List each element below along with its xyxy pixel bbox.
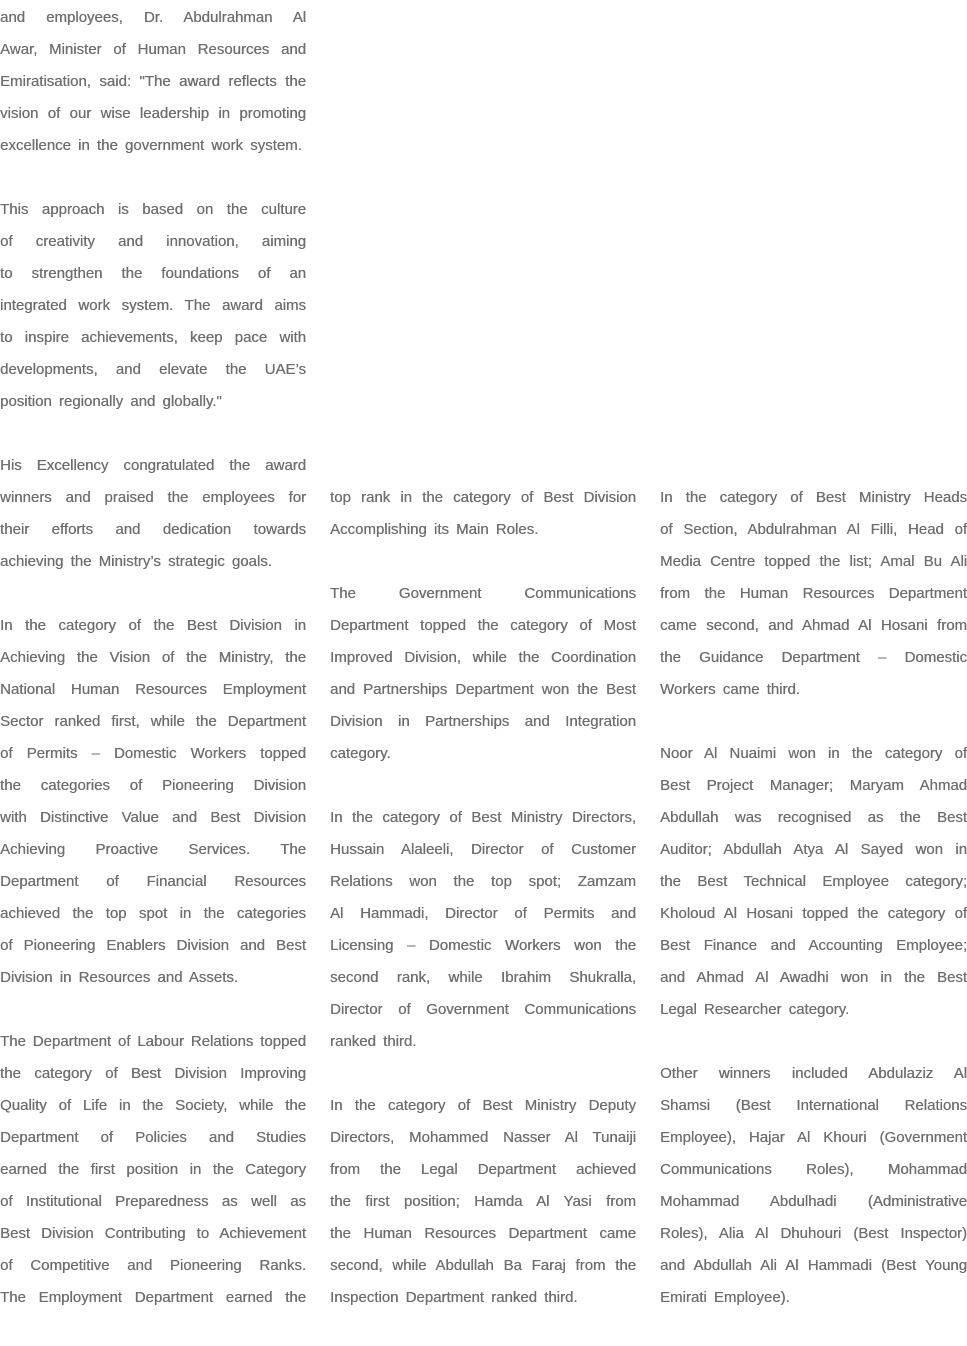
paragraph-line: category.	[330, 745, 391, 762]
paragraph-line: from the Legal Department achieved	[330, 1161, 636, 1178]
paragraph-line: Employee), Hajar Al Khouri (Government	[660, 1129, 967, 1146]
paragraph-line: Legal Researcher category.	[660, 1001, 850, 1018]
paragraph-line: their efforts and dedication towards	[0, 521, 306, 538]
paragraph-line: vision of our wise leadership in promoting	[0, 105, 306, 122]
paragraph-line: Inspection Department ranked third.	[330, 1289, 578, 1306]
paragraph-line: achieving the Ministry’s strategic goals.	[0, 553, 272, 570]
paragraph-line: achieved the top spot in the categories	[0, 905, 306, 922]
paragraph-line: to inspire achievements, keep pace with	[0, 329, 306, 346]
paragraph-line: Best Project Manager; Maryam Ahmad	[660, 777, 967, 794]
paragraph-line: Mohammad Abdulhadi (Administrative	[660, 1193, 967, 1210]
article-column-3	[660, 482, 967, 1346]
paragraph-line: and Partnerships Department won the Best	[330, 681, 636, 698]
paragraph-line: In the category of the Best Division in	[0, 617, 306, 634]
paragraph-line: Division in Resources and Assets.	[0, 969, 238, 986]
paragraph-line: Achieving the Vision of the Ministry, the	[0, 649, 306, 666]
paragraph-line: Abdullah was recognised as the Best	[660, 809, 967, 826]
paragraph-line: to strengthen the foundations of an	[0, 265, 306, 282]
paragraph-line: The Employment Department earned the	[0, 1289, 306, 1306]
paragraph-line: with Distinctive Value and Best Division	[0, 809, 306, 826]
paragraph-line: of Permits – Domestic Workers topped	[0, 745, 306, 762]
paragraph-line: Shamsi (Best International Relations	[660, 1097, 967, 1114]
paragraph-line: the category of Best Division Improving	[0, 1065, 306, 1082]
paragraph-line: ranked third.	[330, 1033, 417, 1050]
paragraph-line: from the Human Resources Department	[660, 585, 967, 602]
article-column-2	[330, 482, 636, 1346]
paragraph-line: the Best Technical Employee category;	[660, 873, 967, 890]
paragraph-line: position regionally and globally."	[0, 393, 222, 410]
paragraph-line: of Competitive and Pioneering Ranks.	[0, 1257, 306, 1274]
article-paragraph	[0, 194, 306, 418]
paragraph-line: Communications Roles), Mohammad	[660, 1161, 967, 1178]
article-paragraph	[0, 1026, 306, 1314]
paragraph-line: His Excellency congratulated the award	[0, 457, 306, 474]
paragraph-line: winners and praised the employees for	[0, 489, 306, 506]
paragraph-line: the Guidance Department – Domestic	[660, 649, 967, 666]
paragraph-line: the first position; Hamda Al Yasi from	[330, 1193, 636, 1210]
paragraph-line: Awar, Minister of Human Resources and	[0, 41, 306, 58]
paragraph-line: second rank, while Ibrahim Shukralla,	[330, 969, 636, 986]
paragraph-line: In the category of Best Ministry Heads	[660, 489, 967, 506]
article-paragraph	[330, 578, 636, 770]
paragraph-line: Department of Policies and Studies	[0, 1129, 306, 1146]
paragraph-line: Best Division Contributing to Achievement	[0, 1225, 306, 1242]
paragraph-line: Emirati Employee).	[660, 1289, 790, 1306]
paragraph-line: Roles), Alia Al Dhuhouri (Best Inspector)	[660, 1225, 967, 1242]
paragraph-line: Emiratisation, said: "The award reflects the	[0, 73, 306, 90]
article-paragraph	[660, 482, 967, 706]
article-paragraph	[330, 482, 636, 546]
article-paragraph	[330, 1090, 636, 1314]
paragraph-line: top rank in the category of Best Division	[330, 489, 636, 506]
paragraph-line: Sector ranked first, while the Department	[0, 713, 306, 730]
paragraph-line: the Human Resources Department came	[330, 1225, 636, 1242]
paragraph-line: Directors, Mohammed Nasser Al Tunaiji	[330, 1129, 636, 1146]
paragraph-line: and employees, Dr. Abdulrahman Al	[0, 9, 306, 26]
paragraph-line: National Human Resources Employment	[0, 681, 306, 698]
paragraph-line: and Ahmad Al Awadhi won in the Best	[660, 969, 967, 986]
article-paragraph	[330, 802, 636, 1058]
paragraph-line: Kholoud Al Hosani topped the category of	[660, 905, 967, 922]
paragraph-line: In the category of Best Ministry Deputy	[330, 1097, 636, 1114]
article-paragraph	[0, 610, 306, 994]
paragraph-line: In the category of Best Ministry Directors,	[330, 809, 636, 826]
paragraph-line: Achieving Proactive Services. The	[0, 841, 306, 858]
paragraph-line: of creativity and innovation, aiming	[0, 233, 306, 250]
paragraph-line: of Pioneering Enablers Division and Best	[0, 937, 306, 954]
article-paragraph	[0, 2, 306, 162]
article-paragraph	[0, 450, 306, 578]
paragraph-line: Accomplishing its Main Roles.	[330, 521, 539, 538]
paragraph-line: excellence in the government work system.	[0, 137, 302, 154]
paragraph-line: Best Finance and Accounting Employee;	[660, 937, 967, 954]
paragraph-line: The Department of Labour Relations topped	[0, 1033, 306, 1050]
paragraph-line: earned the first position in the Category	[0, 1161, 306, 1178]
paragraph-line: Department topped the category of Most	[330, 617, 636, 634]
paragraph-line: integrated work system. The award aims	[0, 297, 306, 314]
paragraph-line: Media Centre topped the list; Amal Bu Ali	[660, 553, 967, 570]
paragraph-line: Quality of Life in the Society, while the	[0, 1097, 306, 1114]
paragraph-line: Workers came third.	[660, 681, 800, 698]
paragraph-line: of Section, Abdulrahman Al Filli, Head of	[660, 521, 967, 538]
paragraph-line: Relations won the top spot; Zamzam	[330, 873, 636, 890]
paragraph-line: This approach is based on the culture	[0, 201, 306, 218]
paragraph-line: developments, and elevate the UAE’s	[0, 361, 306, 378]
paragraph-line: Al Hammadi, Director of Permits and	[330, 905, 636, 922]
paragraph-line: Noor Al Nuaimi won in the category of	[660, 745, 967, 762]
paragraph-line: Improved Division, while the Coordination	[330, 649, 636, 666]
paragraph-line: Auditor; Abdullah Atya Al Sayed won in	[660, 841, 967, 858]
paragraph-line: Other winners included Abdulaziz Al	[660, 1065, 967, 1082]
paragraph-line: second, while Abdullah Ba Faraj from the	[330, 1257, 636, 1274]
article-paragraph	[660, 738, 967, 1026]
article-paragraph	[660, 1058, 967, 1314]
paragraph-line: Hussain Alaleeli, Director of Customer	[330, 841, 636, 858]
paragraph-line: of Institutional Preparedness as well as	[0, 1193, 306, 1210]
paragraph-line: and Abdullah Ali Al Hammadi (Best Young	[660, 1257, 967, 1274]
paragraph-line: Division in Partnerships and Integration	[330, 713, 636, 730]
paragraph-line: The Government Communications	[330, 585, 636, 602]
article-column-1	[0, 2, 306, 1346]
paragraph-line: came second, and Ahmad Al Hosani from	[660, 617, 967, 634]
paragraph-line: Licensing – Domestic Workers won the	[330, 937, 636, 954]
paragraph-line: Department of Financial Resources	[0, 873, 306, 890]
paragraph-line: the categories of Pioneering Division	[0, 777, 306, 794]
paragraph-line: Director of Government Communications	[330, 1001, 636, 1018]
